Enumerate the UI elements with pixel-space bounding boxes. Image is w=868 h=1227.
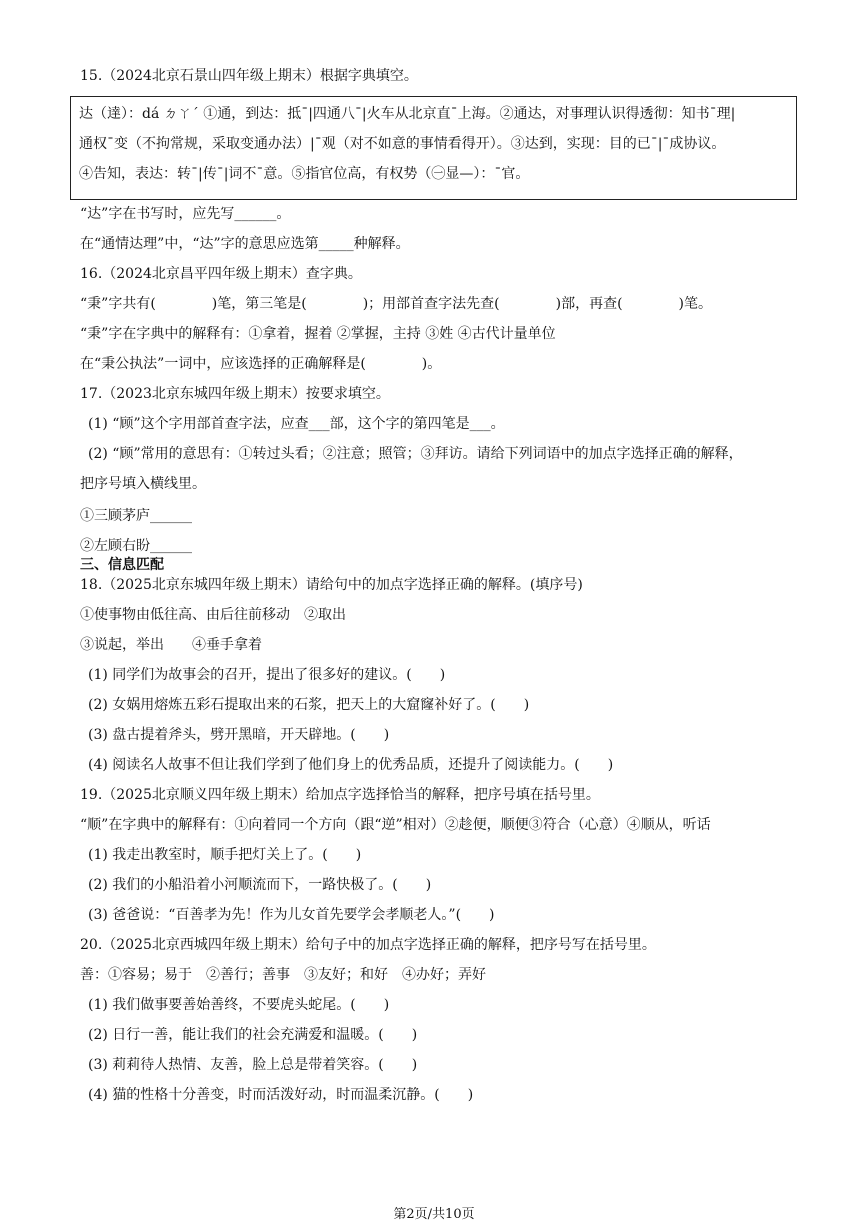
q19-item-2: (2) 我们的小船沿着小河顺流而下，一路快极了。( )	[88, 877, 432, 893]
q18-item-2: (2) 女娲用熔炼五彩石提取出来的石浆，把天上的大窟窿补好了。( )	[88, 697, 530, 713]
q20-item-2: (2) 日行一善，能让我们的社会充满爱和温暖。( )	[88, 1027, 418, 1043]
q15-header: 15.（2024北京石景山四年级上期末）根据字典填空。	[80, 68, 418, 84]
q17-header: 17.（2023北京东城四年级上期末）按要求填空。	[80, 386, 390, 402]
q18-header: 18.（2025北京东城四年级上期末）请给句中的加点字选择正确的解释。(填序号)	[80, 577, 583, 593]
q19-item-3: (3) 爸爸说：“百善孝为先！作为儿女首先要学会孝顺老人。”( )	[88, 907, 495, 923]
q19-header: 19.（2025北京顺义四年级上期末）给加点字选择恰当的解释，把序号填在括号里。	[80, 787, 600, 803]
q19-item-1: (1) 我走出教室时，顺手把灯关上了。( )	[88, 847, 362, 863]
q17-line-3: 把序号填入横线里。	[80, 476, 206, 492]
q18-line-2: ③说起，举出 ④垂手拿着	[80, 637, 262, 653]
q20-item-3: (3) 莉莉待人热情、友善，脸上总是带着笑容。( )	[88, 1057, 418, 1073]
dict-line-3: ④告知，表达：转ˉ|传ˉ|词不ˉ意。⑤指官位高，有权势（㊀显—）：ˉ官。	[79, 166, 530, 182]
q17-line-4: ①三顾茅庐______	[80, 508, 192, 524]
dict-line-1: 达（達）：dá ㄉㄚˊ ①通，到达：抵ˉ|四通八ˉ|火车从北京直ˉ上海。②通达，对事理认识得透彻：知书ˉ理|	[79, 106, 736, 122]
section-title: 三、信息匹配	[80, 557, 164, 573]
q16-line-3: 在“秉公执法”一词中，应该选择的正确解释是( )。	[80, 356, 442, 372]
q20-item-1: (1) 我们做事要善始善终，不要虎头蛇尾。( )	[88, 997, 390, 1013]
q16-line-2: “秉”字在字典中的解释有：①拿着，握着 ②掌握，主持 ③姓 ④古代计量单位	[80, 326, 556, 342]
q18-item-3: (3) 盘古提着斧头，劈开黑暗，开天辟地。( )	[88, 727, 390, 743]
page-footer: 第2页/共10页	[393, 1207, 475, 1222]
dict-line-2: 通权ˉ变（不拘常规，采取变通办法）|ˉ观（对不如意的事情看得开）。③达到，实现：目的已ˉ|ˉ成协议。	[79, 136, 726, 152]
q18-line-1: ①使事物由低往高、由后往前移动 ②取出	[80, 607, 346, 623]
q17-line-1: (1) “顾”这个字用部首查字法，应查___部，这个字的第四笔是___。	[88, 416, 505, 432]
q19-line-1: “顺”在字典中的解释有：①向着同一个方向（跟“逆”相对）②趁便，顺便③符合（心意）④顺从，听话	[80, 817, 711, 833]
q17-line-5: ②左顾右盼______	[80, 538, 192, 554]
q16-line-1: “秉”字共有( )笔，第三笔是( )；用部首查字法先查( )部，再查( )笔。	[80, 296, 713, 312]
q16-header: 16.（2024北京昌平四年级上期末）查字典。	[80, 266, 362, 282]
q18-item-1: (1) 同学们为故事会的召开，提出了很多好的建议。( )	[88, 667, 446, 683]
q15-line-2: 在“通情达理”中，“达”字的意思应选第_____种解释。	[80, 236, 410, 252]
q17-line-2: (2) “顾”常用的意思有：①转过头看；②注意；照管；③拜访。请给下列词语中的加点字选择正确的解释，	[88, 446, 743, 462]
q20-line-1: 善：①容易；易于 ②善行；善事 ③友好；和好 ④办好；弄好	[80, 967, 486, 983]
q20-header: 20.（2025北京西城四年级上期末）给句子中的加点字选择正确的解释，把序号写在括号里。	[80, 937, 656, 953]
q20-item-4: (4) 猫的性格十分善变，时而活泼好动，时而温柔沉静。( )	[88, 1087, 474, 1103]
q15-line-1: “达”字在书写时，应先写______。	[80, 206, 291, 222]
q18-item-4: (4) 阅读名人故事不但让我们学到了他们身上的优秀品质，还提升了阅读能力。( )	[88, 757, 614, 773]
dictionary-entry-box	[70, 96, 797, 200]
